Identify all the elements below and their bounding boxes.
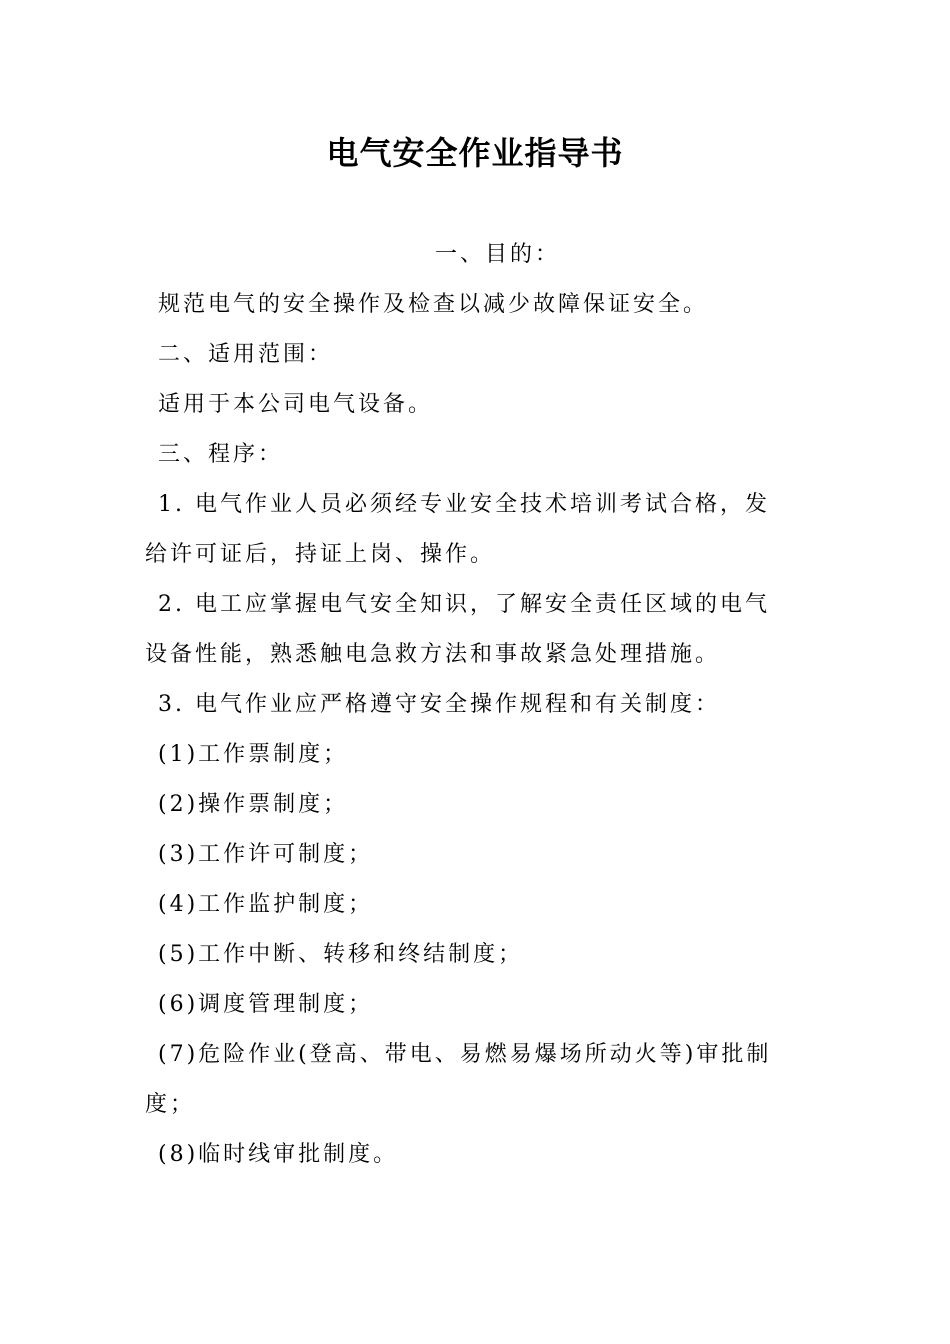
scope-text: 适用于本公司电气设备。 [158,392,434,417]
rule-item-1: (1)工作票制度； [158,742,349,767]
section-heading-purpose: 一、目的： [434,242,560,267]
procedure-item-2-line-1: 2. 电工应掌握电气安全知识，了解安全责任区域的电气 [158,592,770,617]
rule-item-5: (5)工作中断、转移和终结制度； [158,942,524,967]
rule-item-2: (2)操作票制度； [158,792,349,817]
procedure-item-1-line-2: 给许可证后，持证上岗、操作。 [145,542,496,567]
purpose-text: 规范电气的安全操作及检查以减少故障保证安全。 [158,292,709,317]
rule-item-7-line-1: (7)危险作业(登高、带电、易燃易爆场所动火等)审批制 [158,1042,772,1067]
document-title: 电气安全作业指导书 [326,134,624,172]
rule-item-3: (3)工作许可制度； [158,842,374,867]
rule-item-6: (6)调度管理制度； [158,992,374,1017]
procedure-item-2-line-2: 设备性能，熟悉触电急救方法和事故紧急处理措施。 [145,642,721,667]
section-heading-procedure: 三、程序： [158,442,284,467]
rule-item-4: (4)工作监护制度； [158,892,374,917]
document-body [145,230,810,1180]
section-heading-scope: 二、适用范围： [158,342,334,367]
rule-item-7-line-2: 度； [145,1092,196,1117]
rule-item-8: (8)临时线审批制度。 [158,1142,399,1167]
procedure-item-3: 3. 电气作业应严格遵守安全操作规程和有关制度： [158,692,720,717]
procedure-item-1-line-1: 1. 电气作业人员必须经专业安全技术培训考试合格，发 [158,492,770,517]
